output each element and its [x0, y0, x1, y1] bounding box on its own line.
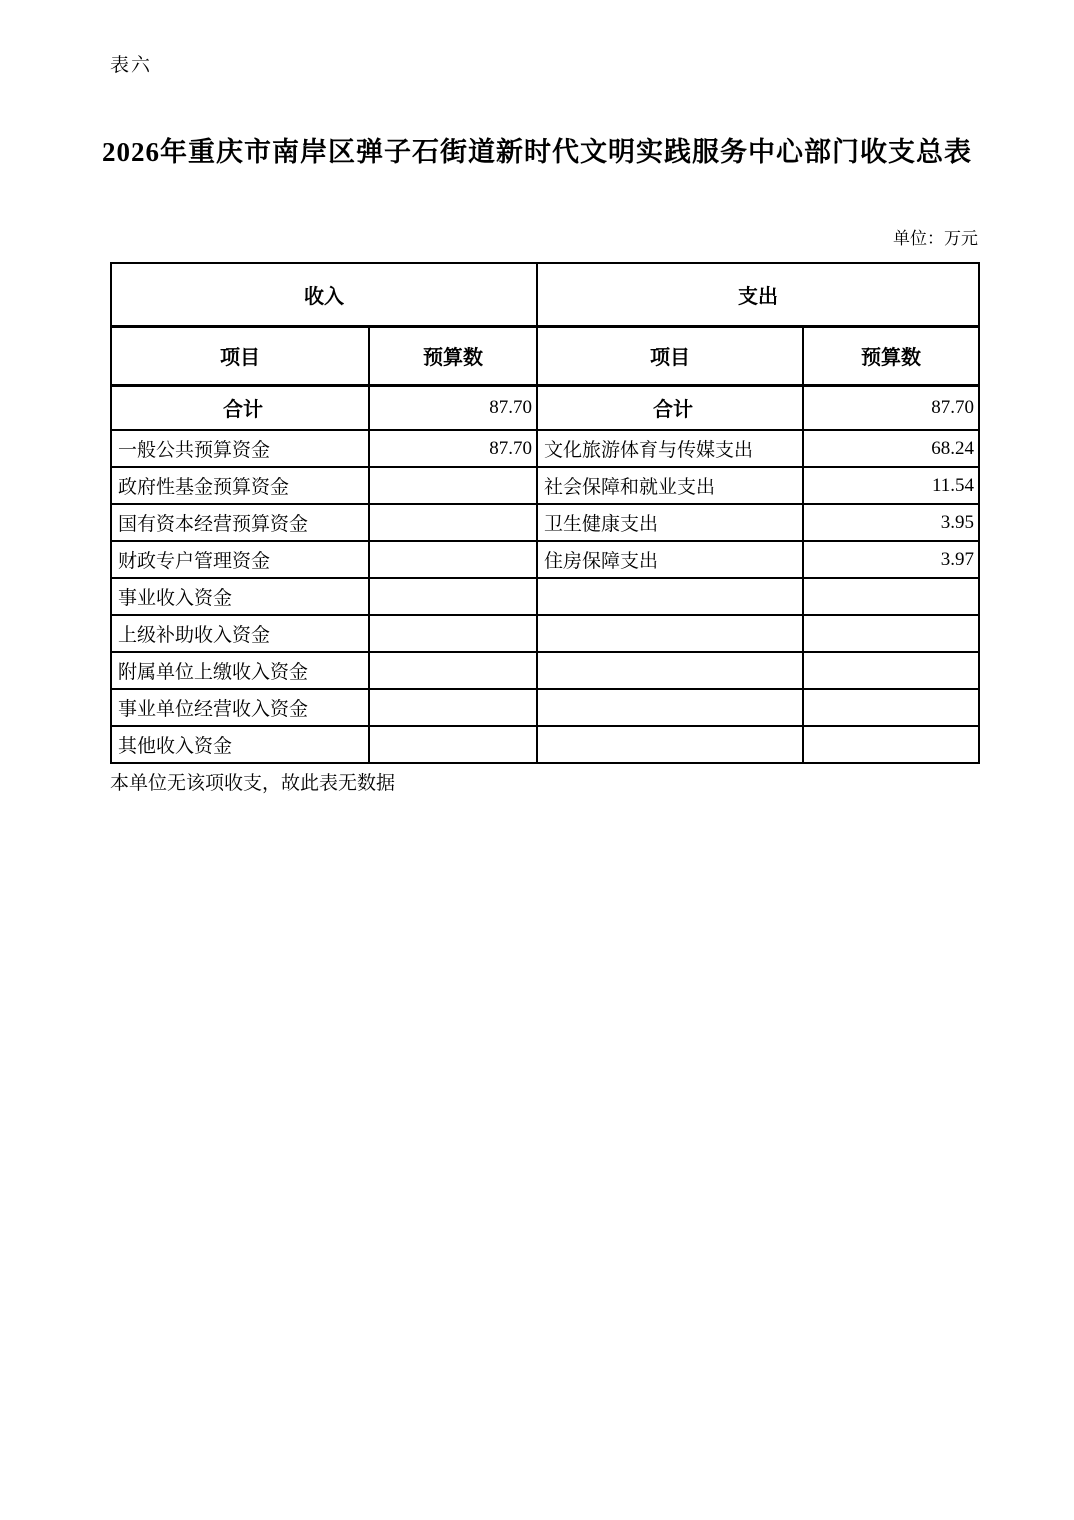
table-row: [111, 726, 979, 763]
column-header-expense-item: 项目: [537, 326, 803, 385]
income-value-cell: [369, 726, 537, 763]
total-expense-label-cell: 合计: [537, 385, 803, 430]
expense-item-cell: [537, 726, 803, 763]
expense-item-cell: [537, 615, 803, 652]
expense-value-cell: 3.97: [803, 541, 979, 578]
expense-value-cell: [803, 652, 979, 689]
table-row: [111, 541, 979, 578]
income-value-cell: [369, 652, 537, 689]
total-expense-value-cell: 87.70: [803, 385, 979, 430]
table-row: [111, 430, 979, 467]
column-header-row: [111, 326, 979, 385]
group-header-expense: 支出: [537, 263, 979, 326]
unit-note: 单位：万元: [893, 229, 978, 248]
table-row: [111, 615, 979, 652]
expense-item-cell: [537, 652, 803, 689]
total-income-label-cell: 合计: [111, 385, 369, 430]
expense-item-cell: [537, 578, 803, 615]
footnote: 本单位无该项收支，故此表无数据: [110, 773, 396, 794]
expense-item-cell: [537, 689, 803, 726]
total-income-value-cell: 87.70: [369, 385, 537, 430]
income-item-cell: 事业单位经营收入资金: [111, 689, 369, 726]
income-value-cell: 87.70: [369, 430, 537, 467]
budget-table: [110, 262, 980, 764]
column-header-income-item: 项目: [111, 326, 369, 385]
table-row: [111, 467, 979, 504]
total-row: [111, 385, 979, 430]
expense-value-cell: [803, 726, 979, 763]
expense-item-cell: 卫生健康支出: [537, 504, 803, 541]
income-value-cell: [369, 541, 537, 578]
expense-value-cell: [803, 615, 979, 652]
page-title: 2026年重庆市南岸区弹子石街道新时代文明实践服务中心部门收支总表: [102, 137, 972, 167]
table-row: [111, 689, 979, 726]
expense-value-cell: [803, 578, 979, 615]
income-item-cell: 国有资本经营预算资金: [111, 504, 369, 541]
income-item-cell: 一般公共预算资金: [111, 430, 369, 467]
income-item-cell: 其他收入资金: [111, 726, 369, 763]
income-value-cell: [369, 689, 537, 726]
income-value-cell: [369, 578, 537, 615]
income-item-cell: 事业收入资金: [111, 578, 369, 615]
expense-item-cell: 社会保障和就业支出: [537, 467, 803, 504]
expense-value-cell: 68.24: [803, 430, 979, 467]
income-item-cell: 财政专户管理资金: [111, 541, 369, 578]
expense-item-cell: 文化旅游体育与传媒支出: [537, 430, 803, 467]
column-header-income-budget: 预算数: [369, 326, 537, 385]
expense-value-cell: 3.95: [803, 504, 979, 541]
expense-value-cell: 11.54: [803, 467, 979, 504]
group-header-income: 收入: [111, 263, 537, 326]
expense-value-cell: [803, 689, 979, 726]
income-item-cell: 上级补助收入资金: [111, 615, 369, 652]
income-value-cell: [369, 615, 537, 652]
expense-item-cell: 住房保障支出: [537, 541, 803, 578]
income-value-cell: [369, 504, 537, 541]
group-header-row: [111, 263, 979, 326]
table-row: [111, 504, 979, 541]
column-header-expense-budget: 预算数: [803, 326, 979, 385]
table-row: [111, 652, 979, 689]
income-item-cell: 附属单位上缴收入资金: [111, 652, 369, 689]
income-value-cell: [369, 467, 537, 504]
income-item-cell: 政府性基金预算资金: [111, 467, 369, 504]
table-row: [111, 578, 979, 615]
table-number-label: 表六: [110, 55, 153, 76]
